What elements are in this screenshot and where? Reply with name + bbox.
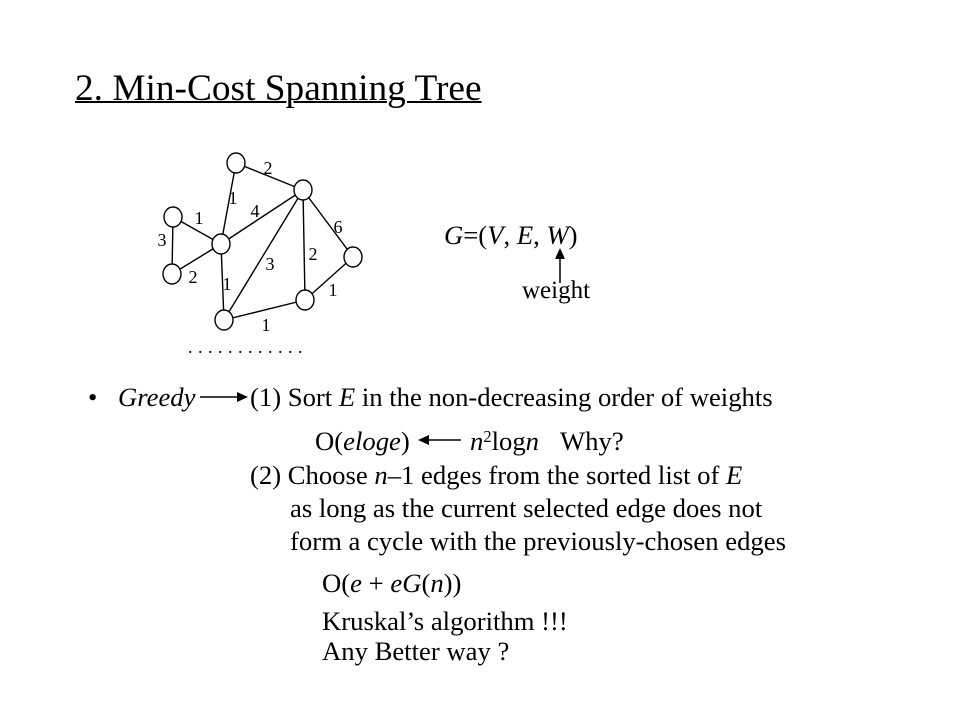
bullet: • (88, 382, 98, 412)
edge-weight-label: 3 (265, 254, 275, 274)
better-way-question: Any Better way ? (322, 636, 510, 666)
step-2-line-2: as long as the current selected edge does not (290, 493, 763, 523)
graph-node (344, 247, 362, 267)
graph-node (164, 207, 182, 227)
edge-weight-label: 2 (308, 244, 318, 264)
weight-label: weight (522, 277, 591, 304)
graph-node (163, 264, 181, 284)
edge-weight-label: 1 (228, 188, 238, 208)
edge-weight-label: 6 (333, 217, 343, 237)
text-segment: ) (568, 220, 578, 250)
math-variable: V (487, 220, 504, 250)
math-variable: E (516, 220, 534, 250)
graph-diagram (158, 153, 363, 335)
greedy-label: Greedy (118, 382, 196, 412)
superscript: 2 (483, 426, 492, 446)
graph-ellipsis: ............ (188, 337, 308, 357)
text-segment: in the non-decreasing order of weights (355, 382, 773, 412)
text-segment: + (361, 568, 391, 598)
math-variable: eG (390, 568, 422, 598)
kruskal-note: Kruskal’s algorithm !!! (322, 606, 568, 636)
edge-weight-label: 4 (250, 201, 260, 221)
edge-weight-labels (158, 158, 343, 335)
text-segment: (2) Choose (250, 460, 375, 490)
edge-weight-label: 1 (328, 280, 338, 300)
math-variable: n (470, 426, 484, 456)
text-segment: O( (322, 568, 351, 598)
edge-weight-label: 3 (157, 230, 167, 250)
complexity-arrow (418, 435, 461, 445)
greedy-arrow (200, 392, 248, 402)
graph-node (296, 290, 314, 310)
step-1-complexity (315, 428, 410, 455)
text-segment: ) (400, 426, 410, 456)
graph-node (227, 153, 245, 173)
step-2 (250, 462, 742, 489)
text-segment: log (491, 426, 526, 456)
graph-definition (444, 222, 578, 249)
graph-edge (224, 190, 303, 320)
slide-title: 2. Min-Cost Spanning Tree (75, 68, 482, 109)
math-variable: e (350, 568, 362, 598)
text-segment: =( (463, 220, 488, 250)
why-question: Why? (560, 426, 624, 456)
graph-node (215, 310, 233, 330)
math-variable: eloge (343, 426, 401, 456)
graph-edges (172, 163, 353, 320)
math-variable: n (374, 460, 388, 490)
step-1 (250, 384, 773, 411)
text-segment: )) (443, 568, 462, 598)
math-variable: E (338, 382, 356, 412)
edge-weight-label: 1 (261, 315, 271, 335)
edge-weight-label: 2 (263, 158, 273, 178)
text-segment: O( (315, 426, 344, 456)
edge-weight-label: 1 (194, 208, 204, 228)
graph-nodes (163, 153, 362, 330)
math-variable: n (525, 426, 539, 456)
edge-weight-label: 2 (188, 267, 198, 287)
arrow-head (237, 392, 248, 402)
step-2-complexity (322, 570, 461, 597)
graph-node (212, 234, 230, 254)
graph-edge (303, 190, 305, 300)
math-variable: n (430, 568, 444, 598)
text-segment: ( (421, 568, 431, 598)
math-variable: W (546, 220, 569, 250)
text-segment: (1) Sort (250, 382, 339, 412)
step-2-line-3: form a cycle with the previously-chosen edges (290, 526, 786, 556)
math-variable: E (726, 460, 743, 490)
graph-node (294, 180, 312, 200)
step-1-complexity-alt (470, 428, 539, 455)
edge-weight-label: 1 (222, 274, 232, 294)
text-segment: , (533, 220, 547, 250)
text-segment: , (503, 220, 517, 250)
arrow-head (418, 435, 429, 445)
text-segment: –1 edges from the sorted list of (387, 460, 727, 490)
math-variable: G (444, 220, 464, 250)
